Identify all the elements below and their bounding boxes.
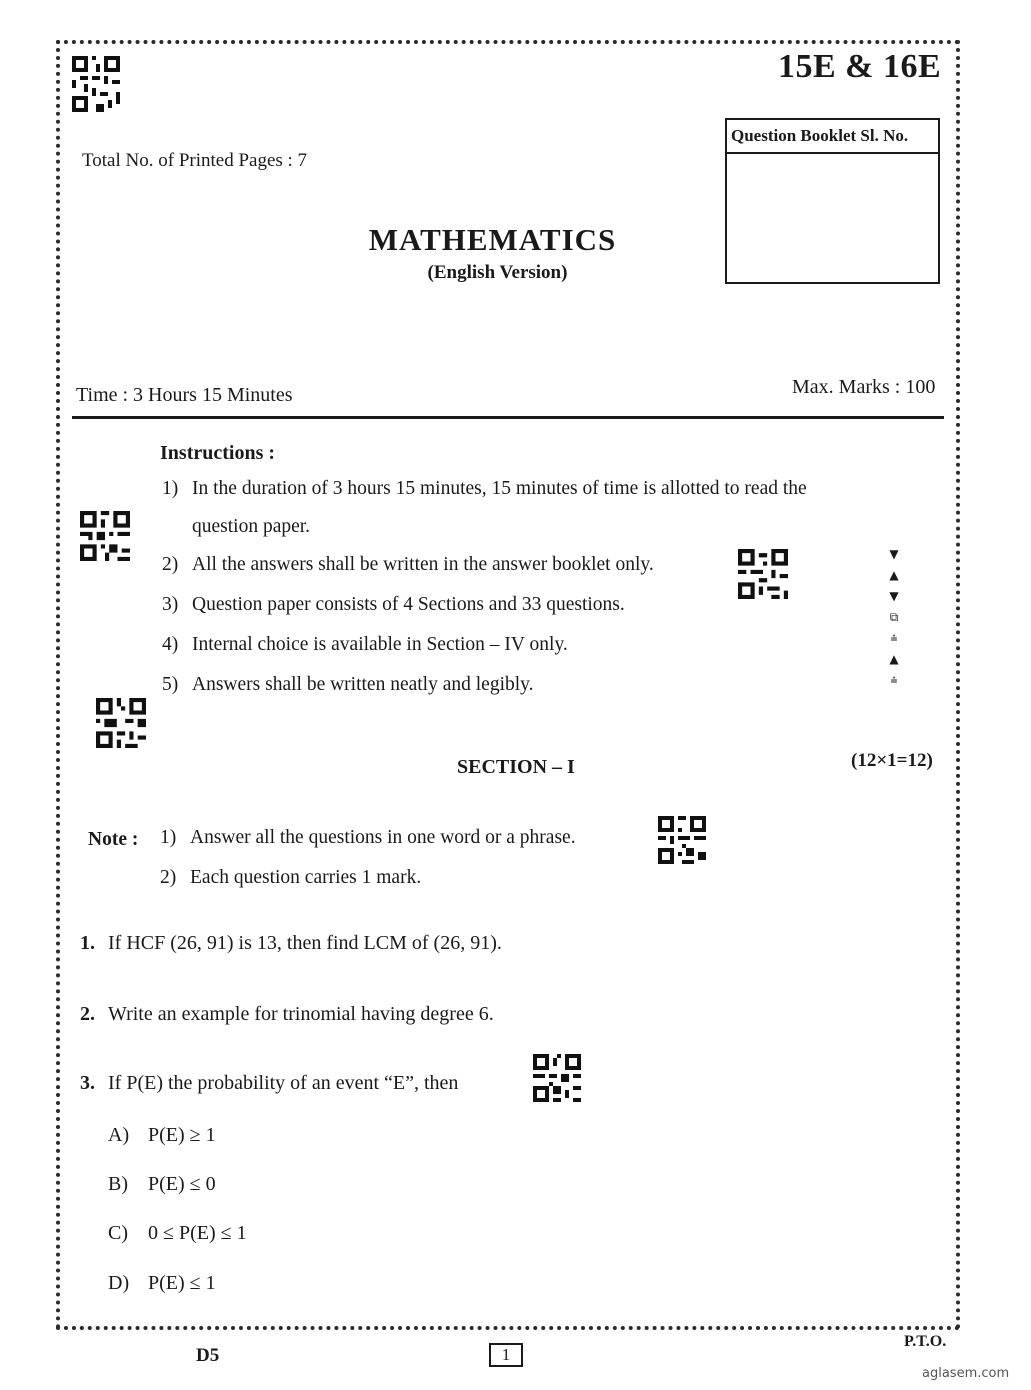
instruction-number: 5) [162,674,179,695]
instruction-number: 2) [162,554,179,575]
question-text: Write an example for trinomial having degree 6. [108,1003,494,1025]
option-label: D) [108,1272,130,1294]
header-rule [72,416,944,419]
instruction-item [162,554,654,576]
instruction-text: question paper. [192,516,311,537]
option-c [108,1222,247,1245]
option-text: P(E) ≥ 1 [148,1124,216,1146]
booklet-serial-box [725,118,940,284]
instruction-item [162,674,534,696]
qr-code-icon [72,56,120,112]
note-label: Note : [88,829,139,850]
option-text: P(E) ≤ 0 [148,1173,216,1195]
question-2 [80,1003,494,1026]
instruction-item [162,478,807,500]
note-number: 2) [160,867,177,888]
note-text: Answer all the questions in one word or a phrase. [190,827,576,848]
instruction-item [162,594,625,616]
instruction-text: In the duration of 3 hours 15 minutes, 15 minutes of time is allotted to read the [192,478,807,499]
side-arrow-marks: ▼ ▲ ▼ ⧉ ⩮ ▲ ⩮ [889,547,899,687]
paper-code: 15E & 16E [778,48,942,85]
option-label: B) [108,1173,128,1195]
exam-time: Time : 3 Hours 15 Minutes [76,384,293,406]
page-number: 1 [489,1343,523,1367]
section-marks: (12×1=12) [851,750,933,771]
option-label: A) [108,1124,130,1146]
instruction-text: Answers shall be written neatly and legibly. [192,674,534,695]
instruction-text: Internal choice is available in Section – IV only. [192,634,568,655]
question-number: 2. [80,1003,95,1025]
question-1 [80,932,502,955]
instruction-number: 1) [162,478,179,499]
instruction-number: 4) [162,634,179,655]
instruction-item-continued [192,516,310,538]
pto-label: P.T.O. [904,1333,947,1350]
instruction-text: Question paper consists of 4 Sections and 33 questions. [192,594,625,615]
question-text: If HCF (26, 91) is 13, then find LCM of (26, 91). [108,932,502,954]
instruction-item [162,634,568,656]
max-marks: Max. Marks : 100 [792,376,936,398]
question-number: 3. [80,1072,95,1094]
section-title: SECTION – I [457,756,575,778]
option-text: 0 ≤ P(E) ≤ 1 [148,1222,247,1244]
qr-code-icon [658,814,706,866]
instruction-number: 3) [162,594,179,615]
option-label: C) [108,1222,128,1244]
footer-code: D5 [196,1345,220,1366]
option-b [108,1173,216,1196]
question-3 [80,1072,458,1095]
qr-code-icon [533,1052,581,1104]
booklet-serial-label: Question Booklet Sl. No. [727,120,938,154]
question-text: If P(E) the probability of an event “E”, then [108,1072,459,1094]
version-label: (English Version) [427,262,568,283]
qr-code-icon [96,697,146,749]
question-number: 1. [80,932,95,954]
instruction-text: All the answers shall be written in the answer booklet only. [192,554,654,575]
option-text: P(E) ≤ 1 [148,1272,216,1294]
note-item [160,827,576,849]
option-d [108,1272,216,1295]
qr-code-icon [738,548,788,600]
instructions-heading: Instructions : [160,442,276,464]
note-text: Each question carries 1 mark. [190,867,422,888]
total-pages: Total No. of Printed Pages : 7 [82,150,308,171]
qr-code-icon [80,510,130,562]
subject-title: MATHEMATICS [368,222,617,257]
watermark: aglasem.com [922,1366,1010,1381]
option-a [108,1124,216,1147]
note-number: 1) [160,827,177,848]
note-item [160,867,421,889]
